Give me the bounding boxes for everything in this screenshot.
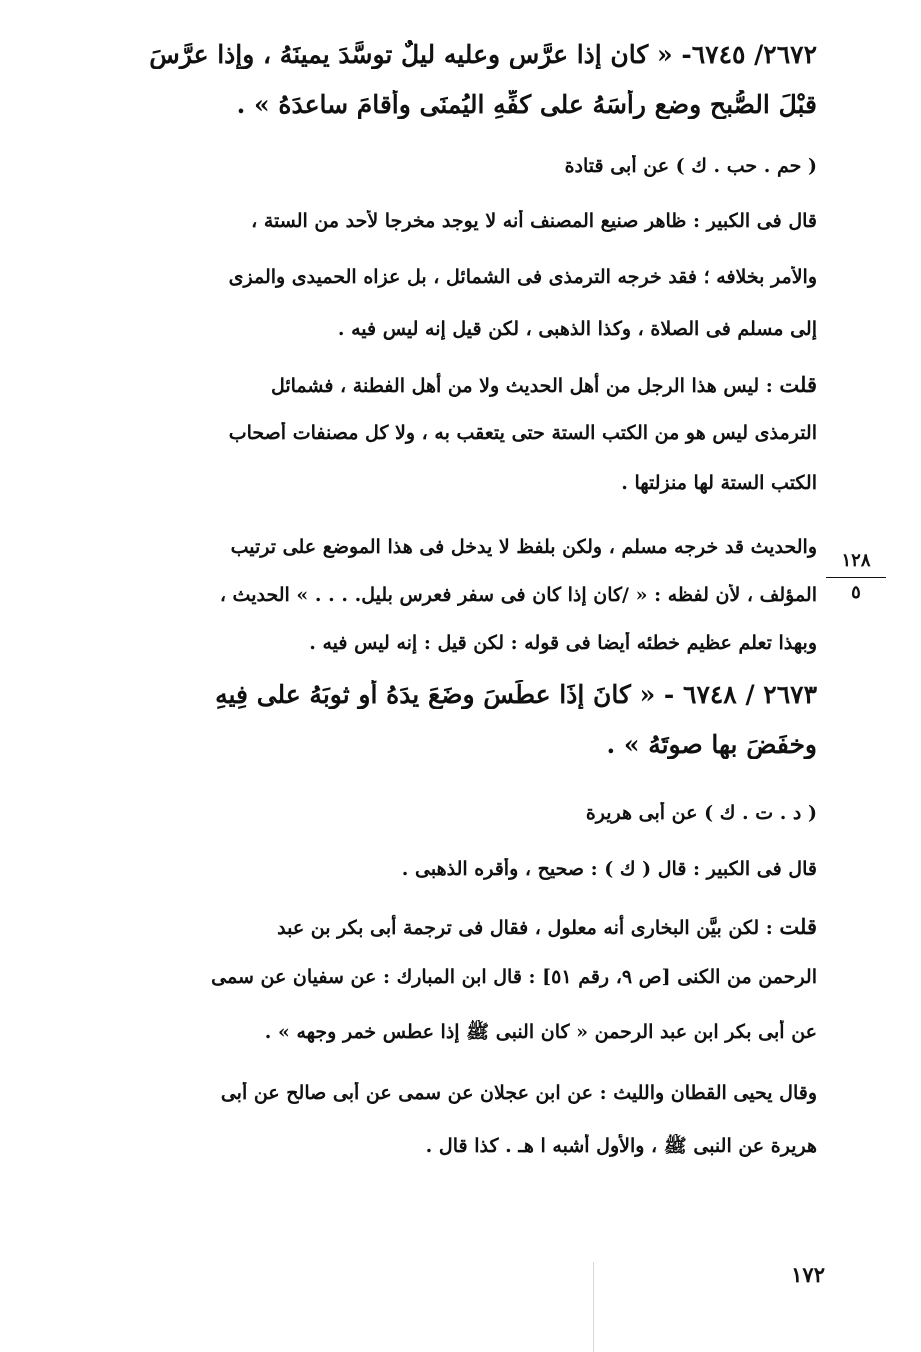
hadith-2672-line-1: ٢٦٧٢/ ٦٧٤٥- « كان إذا عرَّس وعليه ليلٌ توسَّدَ يمينَهُ ، وإذا عرَّسَ [149,40,817,69]
qult-2672-line-1 [105,372,817,397]
note-2672-line-3: وبهذا تعلم عظيم خطئه أيضا فى قوله : لكن قيل : إنه ليس فيه . [309,632,817,654]
qult-2672-line-3: الكتب الستة لها منزلتها . [621,472,817,494]
note-2672-line-1: والحديث قد خرجه مسلم ، ولكن بلفظ لا يدخل فى هذا الموضع على ترتيب [230,536,817,558]
source-2673: ( د . ت . ك ) عن أبى هريرة [585,802,817,824]
margin-ref-divider [826,577,886,578]
note-2673-line-1: وقال يحيى القطان والليث : عن ابن عجلان عن سمى عن أبى صالح عن أبى [220,1082,817,1104]
qult-2673-line-1 [105,914,817,939]
note-2673-line-2: هريرة عن النبى ﷺ ، والأول أشبه ا هـ . كذا قال . [425,1135,817,1157]
hadith-2673-line-1: ٢٦٧٣ / ٦٧٤٨ - « كانَ إذَا عطَسَ وضَعَ يدَهُ أو ثوبَهُ على فِيهِ [215,680,817,709]
source-2672: ( حم . حب . ك ) عن أبى قتادة [564,155,817,177]
commentary-2673: قال فى الكبير : قال ( ك ) : صحيح ، وأقره الذهبى . [401,858,817,880]
qult-2673-line-2: الرحمن من الكنى [ص ٩، رقم ٥١] : قال ابن المبارك : عن سفيان عن سمى [211,966,817,988]
qult-2672-line-2: الترمذى ليس هو من الكتب الستة حتى يتعقب به ، ولا كل مصنفات أصحاب [228,422,817,444]
margin-reference [826,550,886,603]
qult-2673-line-3: عن أبى بكر ابن عبد الرحمن « كان النبى ﷺ إذا عطس خمر وجهه » . [264,1021,817,1043]
commentary-2672-line-1: قال فى الكبير : ظاهر صنيع المصنف أنه لا يوجد مخرجا لأحد من الستة ، [251,210,817,232]
commentary-2672-line-2: والأمر بخلافه ؛ فقد خرجه الترمذى فى الشمائل ، بل عزاه الحميدى والمزى [228,266,817,288]
hadith-2672-line-2: قبْلَ الصُّبحِ وضع رأسَهُ على كفِّهِ اليُمنَى وأقامَ ساعدَهُ » . [236,90,817,119]
qult-2672-line-1-text: : ليس هذا الرجل من أهل الحديث ولا من أهل الفطنة ، فشمائل [270,375,780,397]
page-number: ١٧٢ [791,1262,825,1287]
note-2672-line-2: المؤلف ، لأن لفظه : « /كان إذا كان فى سفر فعرس بليل. . . . » الحديث ، [219,584,817,606]
qult-2673-line-1-text: : لكن بيَّن البخارى أنه معلول ، فقال فى ترجمة أبى بكر بن عبد [277,917,780,939]
margin-ref-page: ٥ [851,582,861,603]
qult-label: قلت [779,372,817,397]
page-fold-line [593,1262,594,1352]
commentary-2672-line-3: إلى مسلم فى الصلاة ، وكذا الذهبى ، لكن قيل إنه ليس فيه . [337,318,817,340]
qult-label: قلت [779,914,817,939]
margin-ref-volume: ١٢٨ [841,550,871,571]
hadith-2673-line-2: وخفَضَ بها صوتَهُ » . [606,730,817,759]
